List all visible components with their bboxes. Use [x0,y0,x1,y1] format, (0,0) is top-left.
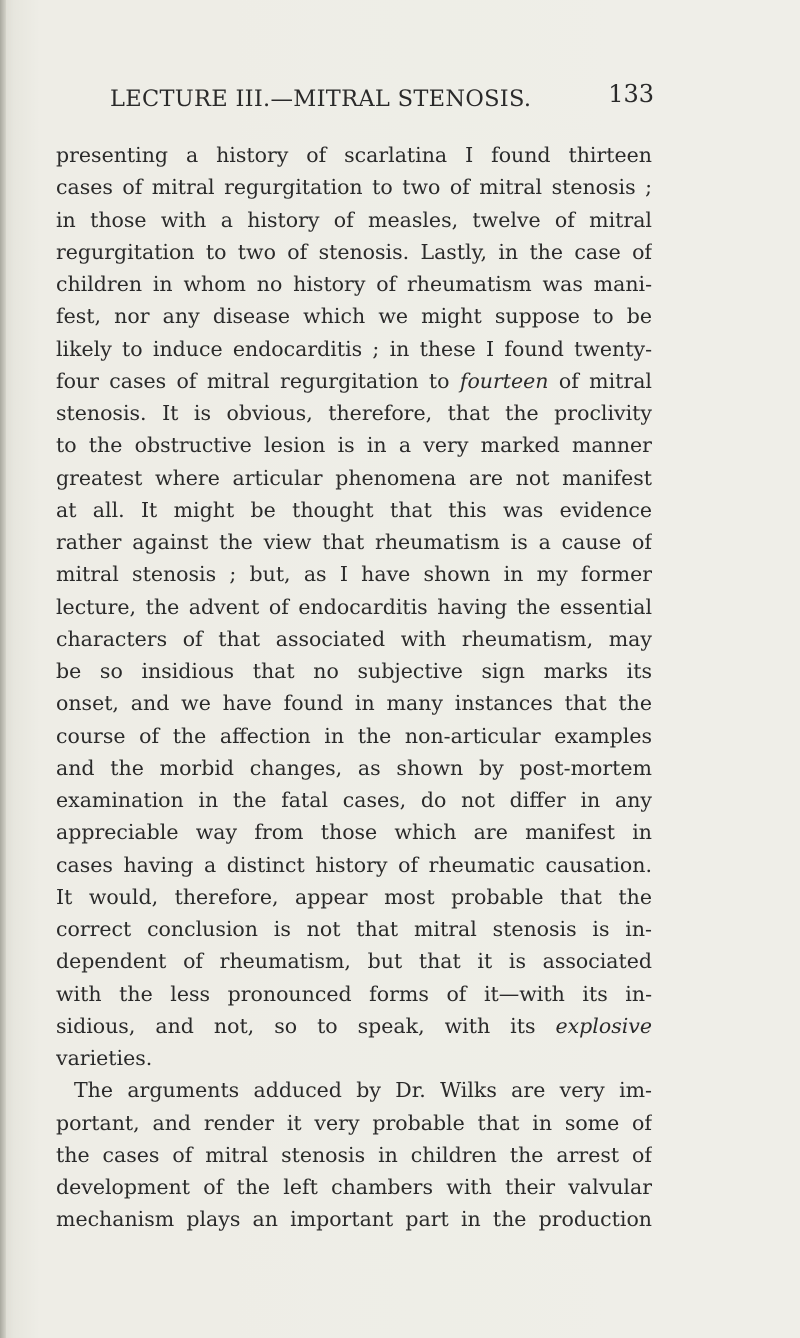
italic-text: fourteen [459,368,549,393]
text-line: development of the left chambers with their valvular [56,1175,652,1199]
paragraph-first-line: The arguments adduced by Dr. Wilks are very im- [74,1078,652,1103]
text-line [56,1010,652,1042]
text-line: the cases of mitral stenosis in children the arrest of [56,1142,652,1167]
book-spine-shadow [0,0,6,1338]
text-segment: four cases of mitral regurgitation to [56,368,460,393]
text-segment: sidious, and not, so to speak, with its [56,1013,556,1038]
text-line: regurgitation to two of stenosis. Lastly, in the case of [56,239,652,264]
text-line: fest, nor any disease which we might suppose to be [56,304,652,329]
page-number: 133 [608,80,654,108]
text-line: cases of mitral regurgitation to two of mitral stenosis ; [56,175,652,200]
text-line: dependent of rheumatism, but that it is associated [56,949,652,974]
text-line: be so insidious that no subjective sign marks its [56,659,652,683]
text-line: examination in the fatal cases, do not differ in any [56,788,652,812]
text-line: children in whom no history of rheumatism was mani- [56,272,652,296]
text-line: appreciable way from those which are manifest in [56,820,652,845]
text-line: course of the affection in the non-articular examples [56,723,652,748]
page-header [110,80,654,120]
text-line: mitral stenosis ; but, as I have shown in my former [56,562,652,587]
italic-text: explosive [555,1013,652,1038]
text-line: mechanism plays an important part in the production [56,1207,652,1232]
text-line: presenting a history of scarlatina I found thirteen [56,143,652,167]
text-line: characters of that associated with rheumatism, may [56,626,652,651]
text-line: likely to induce endocarditis ; in these I found twenty- [56,336,652,361]
text-line: at all. It might be thought that this was evidence [56,497,652,522]
text-line: correct conclusion is not that mitral stenosis is in- [56,917,652,941]
text-line: portant, and render it very probable that in some of [56,1110,652,1135]
text-line: It would, therefore, appear most probable that the [56,884,652,909]
text-line: lecture, the advent of endocarditis having the essential [56,594,652,619]
text-line: to the obstructive lesion is in a very marked manner [56,433,652,458]
text-line: stenosis. It is obvious, therefore, that the proclivity [56,401,652,425]
text-line: rather against the view that rheumatism is a cause of [56,530,652,554]
text-line [56,365,652,397]
text-line: and the morbid changes, as shown by post-mortem [56,755,652,780]
text-line: with the less pronounced forms of it—with its in- [56,981,652,1006]
text-line: cases having a distinct history of rheumatic causation. [56,852,652,877]
text-line: greatest where articular phenomena are not manifest [56,465,652,490]
text-line: in those with a history of measles, twelve of mitral [56,207,652,232]
text-line: varieties. [56,1046,153,1070]
body-text [56,139,652,1236]
text-line: onset, and we have found in many instances that the [56,691,652,716]
text-segment: of mitral [548,368,652,393]
running-head: LECTURE III.—MITRAL STENOSIS. [110,86,532,112]
